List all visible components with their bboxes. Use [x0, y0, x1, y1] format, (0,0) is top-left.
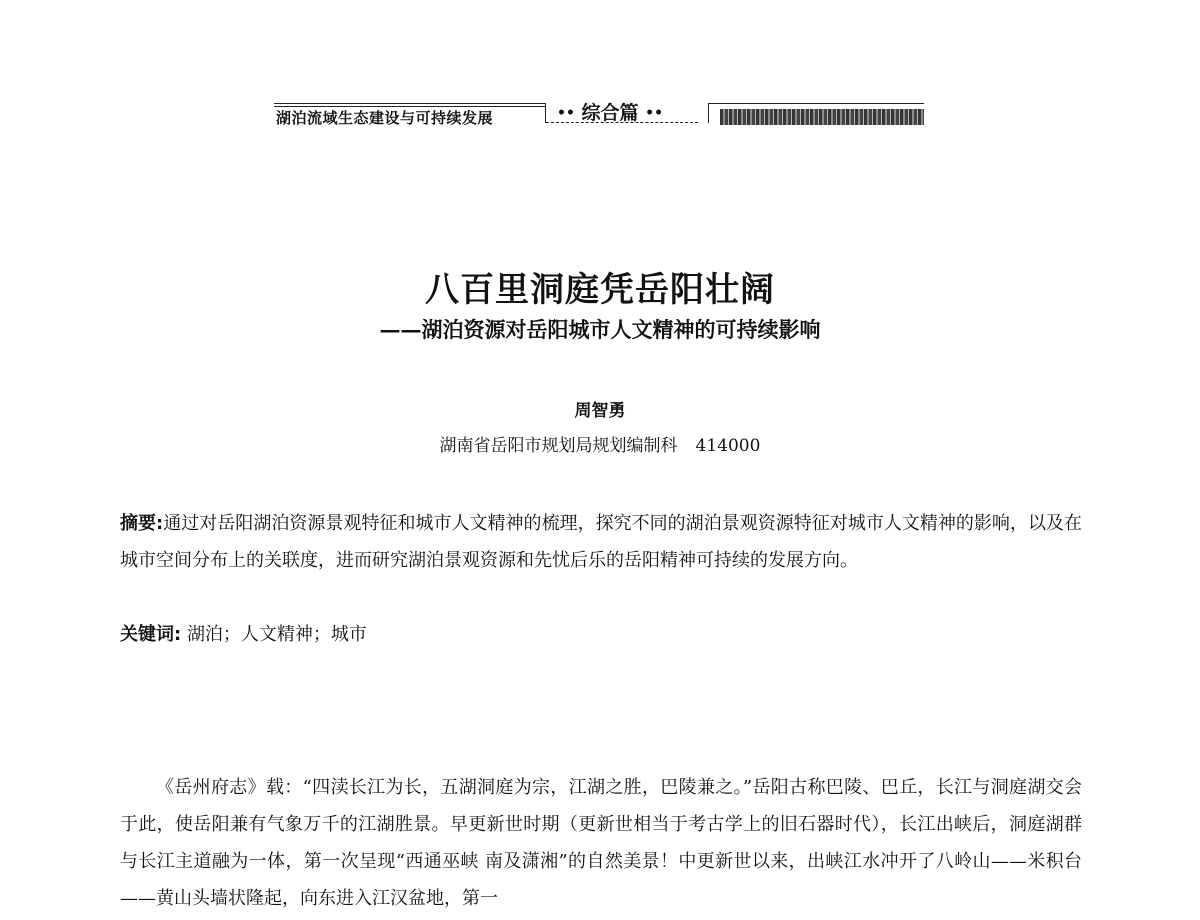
header-series-title: 湖泊流域生态建设与可持续发展 [276, 109, 494, 127]
header-dots-right: •• [645, 105, 664, 122]
author-affiliation [0, 431, 1200, 456]
keywords-label: 关键词: [120, 624, 182, 645]
header-rule-left [274, 103, 546, 104]
header-decorative-band [720, 109, 924, 125]
keywords-text: 湖泊；人文精神；城市 [186, 624, 367, 645]
keywords [120, 620, 1082, 650]
header-bracket-left [545, 103, 546, 123]
abstract [120, 505, 1082, 579]
header-section-title [557, 98, 663, 125]
affiliation-text: 湖南省岳阳市规划局规划编制科 [439, 436, 678, 456]
header-bracket-right [708, 103, 709, 123]
running-header [274, 98, 926, 130]
body-paragraph: 《岳州府志》载：“四渎长江为长，五湖洞庭为宗，江湖之胜，巴陵兼之。”岳阳古称巴陵、巴丘，长江与洞庭湖交会于此，使岳阳兼有气象万千的江湖胜景。早更新世时期（更新世相当于考古学上的旧石器时代），长江出峡后，洞庭湖群与长江主道融为一体，第一次呈现“西通巫峡 南及潇湘”的自然美景！中更新世以来，出峡江水冲开了八岭山——米积台——黄山头墙状隆起，向东进入江汉盆地，第一 [120, 777, 1082, 909]
header-section-underline [546, 122, 698, 123]
header-dots-left: •• [557, 105, 575, 122]
header-rule-right [708, 103, 924, 104]
abstract-label: 摘要: [120, 513, 164, 534]
abstract-text: 通过对岳阳湖泊资源景观特征和城市人文精神的梳理，探究不同的湖泊景观资源特征对城市人文精神的影响，以及在城市空间分布上的关联度，进而研究湖泊景观资源和先忧后乐的岳阳精神可持续的发展方向。 [120, 513, 1082, 571]
author-name: 周智勇 [574, 401, 626, 421]
article-subtitle: ——湖泊资源对岳阳城市人文精神的可持续影响 [379, 317, 821, 342]
postal-code: 414000 [695, 436, 761, 456]
article-title: 八百里洞庭凭岳阳壮阔 [425, 270, 775, 310]
header-section-label: 综合篇 [581, 102, 639, 124]
